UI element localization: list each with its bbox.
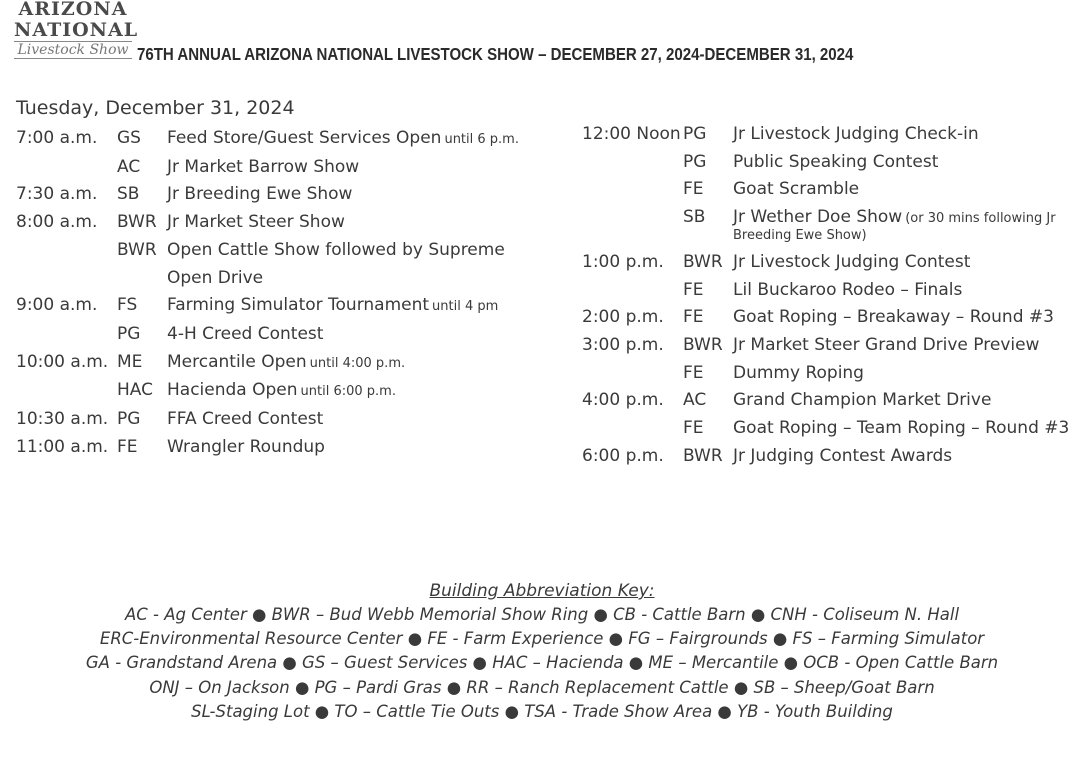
building-code: FE — [683, 279, 704, 300]
event-cell — [733, 332, 1077, 360]
schedule-left-column — [16, 125, 556, 461]
schedule-row — [16, 154, 556, 182]
schedule-row — [582, 387, 1077, 415]
schedule-time: 7:30 a.m. — [16, 184, 98, 205]
event-name: Open Drive — [167, 267, 264, 288]
schedule-row — [16, 209, 556, 237]
event-note: until 6 p.m. — [444, 132, 519, 147]
event-cell — [167, 265, 556, 293]
schedule-row — [582, 304, 1077, 332]
key-line: GA - Grandstand Arena ● GS – Guest Services ● HAC – Hacienda ● ME – Mercantile ● OCB - Open Cattle Barn — [85, 653, 999, 673]
event-cell — [167, 406, 556, 434]
key-line: AC - Ag Center ● BWR – Bud Webb Memorial Show Ring ● CB - Cattle Barn ● CNH - Coliseum N. Hall — [124, 605, 960, 624]
schedule-time: 3:00 p.m. — [582, 334, 664, 355]
schedule-row — [582, 204, 1077, 249]
arizona-national-logo — [14, 0, 139, 66]
event-cell — [167, 377, 556, 406]
event-name: Jr Market Barrow Show — [167, 156, 360, 177]
event-name: Jr Market Steer Show — [167, 212, 345, 233]
event-headline: 76TH ANNUAL ARIZONA NATIONAL LIVESTOCK SHOW – DECEMBER 27, 2024-DECEMBER 31, 2024 — [137, 44, 854, 64]
key-line: SL-Staging Lot ● TO – Cattle Tie Outs ● TSA - Trade Show Area ● YB - Youth Building — [191, 701, 893, 721]
event-name: Farming Simulator Tournament — [167, 295, 430, 316]
event-name: Feed Store/Guest Services Open — [167, 128, 442, 148]
event-name: FFA Creed Contest — [167, 409, 324, 430]
schedule-time: 10:00 a.m. — [16, 351, 109, 372]
event-cell — [733, 277, 1077, 305]
building-code: BWR — [683, 251, 723, 272]
schedule-time: 10:30 a.m. — [16, 409, 109, 430]
event-name: Grand Champion Market Drive — [733, 390, 992, 411]
event-name: Mercantile Open — [167, 351, 307, 372]
building-code: BWR — [683, 445, 723, 466]
event-name: Jr Market Steer Grand Drive Preview — [733, 334, 1040, 355]
logo-line-1: ARIZONA — [18, 0, 128, 20]
building-code: FE — [683, 362, 704, 383]
event-cell — [733, 176, 1077, 204]
event-cell — [167, 292, 556, 321]
event-cell — [167, 349, 556, 378]
schedule-time: 4:00 p.m. — [582, 390, 664, 411]
building-code: BWR — [683, 334, 723, 355]
event-cell — [167, 434, 556, 462]
schedule-row — [16, 181, 556, 209]
event-cell — [733, 304, 1077, 332]
event-name: Wrangler Roundup — [167, 436, 325, 457]
event-name: Jr Wether Doe Show — [733, 207, 903, 228]
building-code: PG — [683, 151, 707, 172]
event-note: (or 30 mins following Jr — [905, 211, 1056, 227]
building-code: ME — [117, 351, 143, 372]
schedule-row — [16, 237, 556, 265]
event-cell — [733, 387, 1077, 415]
schedule-row — [582, 332, 1077, 360]
building-code: BWR — [117, 239, 157, 260]
schedule-time: 7:00 a.m. — [16, 128, 98, 148]
event-cell — [733, 249, 1077, 277]
schedule-time: 8:00 a.m. — [16, 212, 98, 233]
logo-line-2: NATIONAL — [14, 19, 139, 41]
event-cell — [167, 321, 556, 349]
event-name: Dummy Roping — [733, 362, 864, 383]
schedule-row — [582, 121, 1077, 149]
building-code: FE — [683, 179, 704, 200]
schedule-row — [582, 176, 1077, 204]
event-cell — [733, 149, 1077, 177]
event-cell — [733, 121, 1077, 149]
event-cell — [167, 209, 556, 237]
event-name: Public Speaking Contest — [733, 151, 939, 172]
building-code: FE — [683, 418, 704, 439]
schedule-row — [16, 349, 556, 378]
logo-line-3: Livestock Show — [14, 41, 132, 59]
event-cell — [167, 154, 556, 182]
building-code: FE — [683, 307, 704, 328]
schedule-row — [582, 443, 1077, 471]
event-note-continued: Breeding Ewe Show) — [733, 227, 867, 243]
schedule-row — [16, 406, 556, 434]
building-code: BWR — [117, 212, 157, 233]
schedule-row — [16, 265, 556, 293]
event-cell — [167, 181, 556, 209]
event-name: Goat Scramble — [733, 179, 860, 200]
schedule-time: 9:00 a.m. — [16, 295, 98, 316]
schedule-time: 11:00 a.m. — [16, 436, 109, 457]
event-name: Goat Roping – Breakaway – Round #3 — [733, 307, 1054, 328]
schedule-time: 2:00 p.m. — [582, 307, 664, 328]
building-code: FE — [117, 436, 138, 457]
schedule-row — [16, 125, 556, 154]
event-name: Jr Breeding Ewe Show — [167, 184, 353, 205]
building-code: SB — [683, 207, 706, 228]
schedule-right-column — [582, 121, 1077, 470]
event-cell — [167, 237, 556, 265]
key-line: ERC-Environmental Resource Center ● FE - Farm Experience ● FG – Fairgrounds ● FS – Farming Simulator — [99, 629, 985, 649]
building-code: FS — [117, 295, 138, 316]
schedule-row — [16, 434, 556, 462]
event-name: Open Cattle Show followed by Supreme — [167, 239, 505, 260]
schedule-row — [582, 360, 1077, 388]
event-note: until 6:00 p.m. — [300, 384, 396, 400]
building-code: SB — [117, 184, 140, 205]
building-code: GS — [117, 128, 141, 148]
event-name: Hacienda Open — [167, 380, 298, 401]
schedule-row — [16, 377, 556, 406]
schedule-row — [582, 277, 1077, 305]
event-cell — [167, 125, 556, 154]
event-cell — [733, 443, 1077, 471]
event-note: until 4:00 p.m. — [309, 355, 406, 371]
building-code: AC — [117, 156, 141, 177]
event-name: Jr Livestock Judging Contest — [733, 251, 971, 272]
event-name: Goat Roping – Team Roping – Round #3 — [733, 418, 1070, 439]
event-name: Jr Judging Contest Awards — [733, 445, 953, 466]
event-cell — [733, 204, 1077, 249]
schedule-time: 1:00 p.m. — [582, 251, 664, 272]
schedule-row — [582, 149, 1077, 177]
schedule-time: 12:00 Noon — [582, 124, 681, 144]
key-title: Building Abbreviation Key: — [429, 581, 655, 601]
schedule-time: 6:00 p.m. — [582, 445, 664, 466]
building-code: PG — [117, 409, 141, 430]
schedule-row — [582, 249, 1077, 277]
schedule-row — [16, 321, 556, 349]
event-cell — [733, 415, 1077, 443]
building-code: AC — [683, 390, 707, 411]
building-code: HAC — [117, 380, 153, 401]
key-line: ONJ – On Jackson ● PG – Pardi Gras ● RR – Ranch Replacement Cattle ● SB – Sheep/Goat Barn — [149, 677, 935, 697]
building-code: PG — [683, 124, 707, 144]
day-title: Tuesday, December 31, 2024 — [16, 97, 295, 119]
building-code: PG — [117, 323, 141, 344]
event-name: 4-H Creed Contest — [167, 323, 324, 344]
schedule-row — [16, 292, 556, 321]
event-name: Lil Buckaroo Rodeo – Finals — [733, 279, 963, 300]
event-note: until 4 pm — [432, 299, 499, 315]
event-name: Jr Livestock Judging Check-in — [733, 124, 979, 144]
building-abbreviation-key — [0, 579, 1084, 724]
event-cell — [733, 360, 1077, 388]
schedule-row — [582, 415, 1077, 443]
